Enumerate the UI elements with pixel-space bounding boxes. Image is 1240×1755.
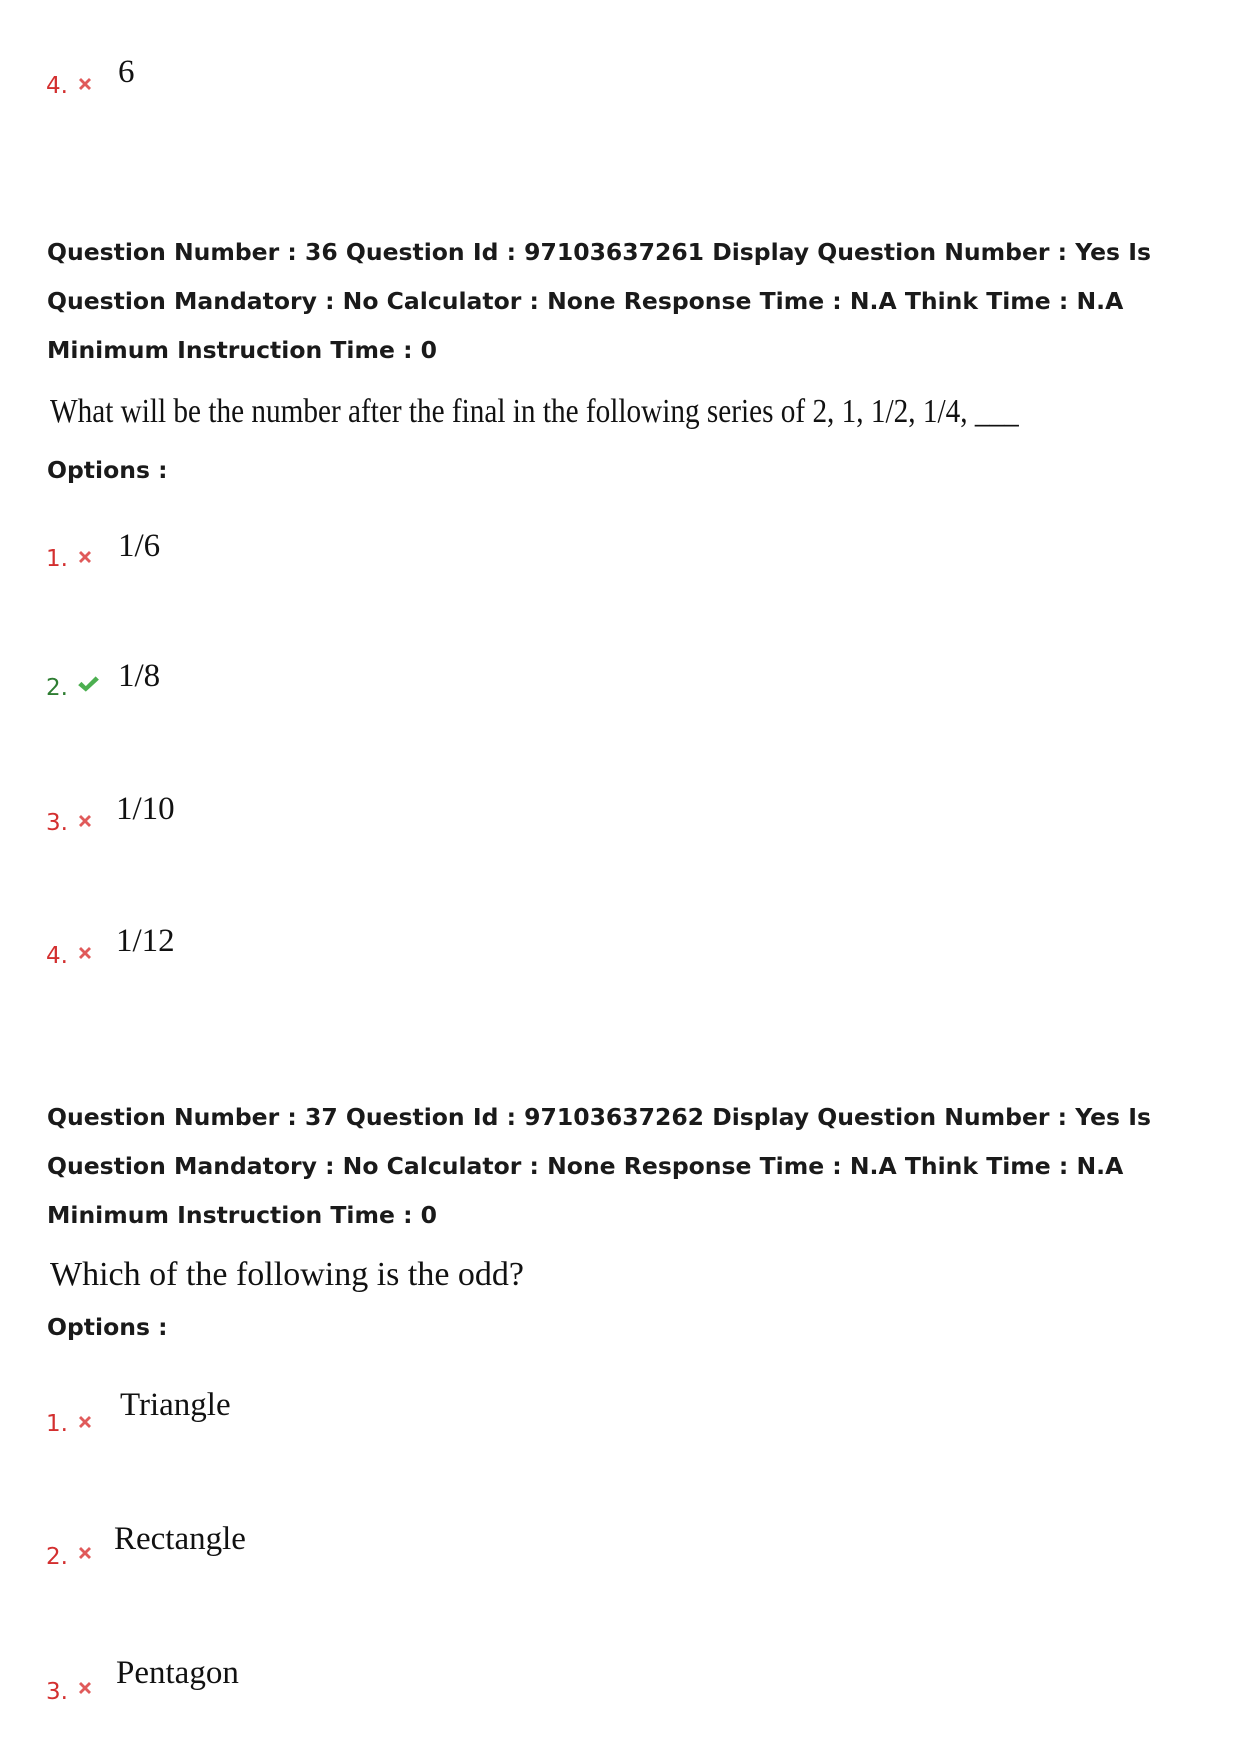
option-text: 1/10 — [116, 791, 175, 827]
option-text: Triangle — [120, 1387, 231, 1423]
option-text: Rectangle — [114, 1521, 246, 1557]
option-text: Pentagon — [116, 1655, 239, 1691]
option-text: 1/12 — [116, 923, 175, 959]
question-meta: Question Number : 36 Question Id : 97103637261 Display Question Number : Yes Is Question Mandatory : No Calculator : None Response Time : N.A Think Time : N.A Minimum Instruction Time : 0 — [47, 238, 1151, 364]
question-text: Which of the following is the odd? — [50, 1256, 525, 1293]
check-icon — [76, 674, 100, 694]
option-text: 6 — [118, 54, 135, 90]
cross-icon — [76, 1679, 94, 1697]
option-number: 2. — [46, 1544, 68, 1570]
option-number: 3. — [46, 1679, 68, 1705]
cross-icon — [76, 1544, 94, 1562]
options-label: Options : — [47, 456, 168, 484]
question-text: What will be the number after the final in the following series of 2, 1, 1/2, 1/4, ___ — [50, 393, 1019, 430]
option-number: 1. — [46, 1411, 68, 1437]
option-text: 1/8 — [118, 658, 161, 694]
option-number: 3. — [46, 810, 68, 836]
options-label: Options : — [47, 1313, 168, 1341]
option-text: 1/6 — [118, 528, 161, 564]
question-meta: Question Number : 37 Question Id : 97103637262 Display Question Number : Yes Is Question Mandatory : No Calculator : None Response Time : N.A Think Time : N.A Minimum Instruction Time : 0 — [47, 1103, 1151, 1229]
cross-icon — [76, 812, 94, 830]
cross-icon — [76, 1413, 94, 1431]
option-number: 1. — [46, 546, 68, 572]
cross-icon — [76, 944, 94, 962]
option-number: 2. — [46, 675, 68, 701]
cross-icon — [76, 548, 94, 566]
option-number: 4. — [46, 943, 68, 969]
option-number: 4. — [46, 73, 68, 99]
cross-icon — [76, 75, 94, 93]
